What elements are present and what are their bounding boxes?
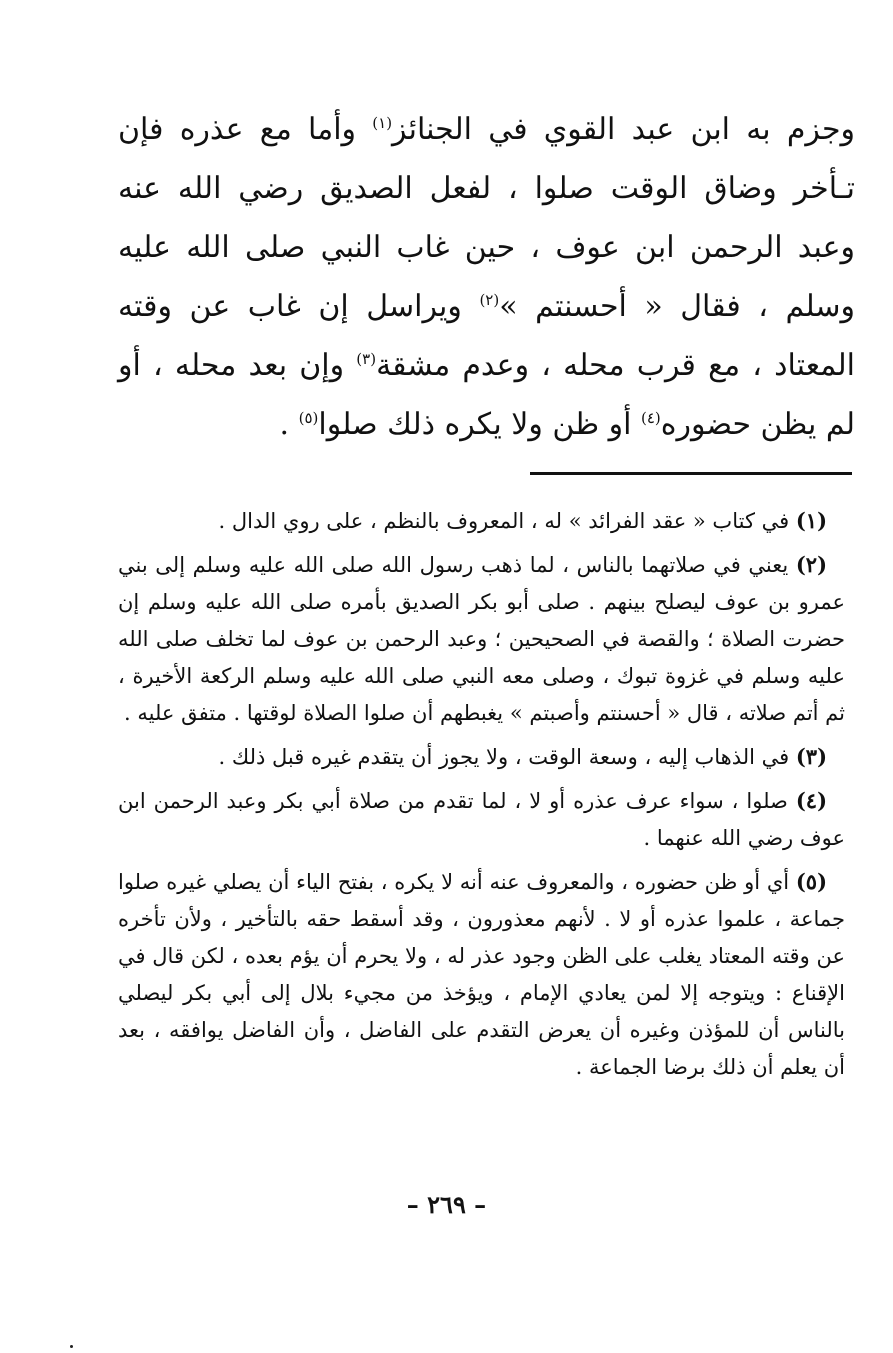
footnote-text: صلوا ، سواء عرف عذره أو لا ، لما تقدم من صلاة أبي بكر وعبد الرحمن ابن عوف رضي الله عنهما . <box>118 789 845 850</box>
main-paragraph <box>118 100 855 454</box>
main-text-segment: . <box>279 407 299 442</box>
footnote-ref-3: (٣) <box>356 350 377 368</box>
footnote-1 <box>118 502 845 540</box>
footnote-number: (٤) <box>795 788 827 813</box>
main-text-segment: أو ظن ولا يكره ذلك صلوا <box>318 407 641 442</box>
footnote-3 <box>118 738 845 776</box>
footnote-ref-5: (٥) <box>298 409 319 427</box>
footnote-text: أي أو ظن حضوره ، والمعروف عنه أنه لا يكره ، بفتح الياء أن يصلي غيره صلوا جماعة ، علموا عذره أو لا . لأنهم معذورون ، وقد أسقط حقه بالتأخير ، ولأن تأخره عن وقته المعتاد يغلب على الظن وجود عذر له ، ولا يحرم أن يؤم بعده ، لكن قال في الإقناع : ويتوجه إلا لمن يعادي الإمام ، ويؤخذ من مجيء بلال إلى أبي بكر ليصلي بالناس أن للمؤذن وغيره أن يعرض التقدم على الفاضل ، وأن الفاضل يوافقه ، بعد أن يعلم أن ذلك برضا الجماعة . <box>118 870 845 1079</box>
footnote-text: يعني في صلاتهما بالناس ، لما ذهب رسول الله صلى الله عليه وسلم إلى بني عمرو بن عوف ليصلح بينهم . صلى أبو بكر الصديق بأمره صلى الله عليه وسلم إن حضرت الصلاة ؛ والقصة في الصحيحين ؛ وعبد الرحمن بن عوف لما تخلف صلى الله عليه وسلم في غزوة تبوك ، وصلى معه النبي صلى الله عليه وسلم الركعة الأخيرة ، ثم أتم صلاته ، قال « أحسنتم وأصبتم » يغبطهم أن صلوا الصلاة لوقتها . متفق عليه . <box>118 553 845 725</box>
footnote-number: (٥) <box>795 869 827 894</box>
main-text-segment: وأما مع عذره فإن تـأخر وضاق الوقت صلوا ، لفعل الصديق رضي الله عنه وعبد الرحمن ابن عوف ، حين غاب النبي صلى الله عليه وسلم ، فقال « أحسنتم » <box>118 112 856 324</box>
footnote-ref-2: (٢) <box>479 291 500 309</box>
footnote-2 <box>118 546 845 732</box>
footnote-ref-1: (١) <box>372 114 393 132</box>
main-text-segment: ويراسل إن غاب عن وقته المعتاد ، مع قرب محله ، وعدم مشقة <box>118 289 855 383</box>
footnote-number: (١) <box>795 508 827 533</box>
footnote-text: في الذهاب إليه ، وسعة الوقت ، ولا يجوز أن يتقدم غيره قبل ذلك . <box>218 745 796 769</box>
main-text-segment: وجزم به ابن عبد القوي في الجنائز <box>392 112 856 147</box>
footnote-separator <box>530 472 852 475</box>
footnotes-section <box>118 502 845 1092</box>
main-text-segment: وإن بعد محله ، أو لم يظن حضوره <box>118 348 855 442</box>
footnote-number: (٣) <box>795 744 827 769</box>
footnote-4 <box>118 782 845 857</box>
scan-speck <box>70 1345 73 1348</box>
footnote-text: في كتاب « عقد الفرائد » له ، المعروف بالنظم ، على روي الدال . <box>218 509 796 533</box>
page-number: – ٢٦٩ – <box>406 1190 487 1219</box>
footnote-5 <box>118 863 845 1086</box>
main-text-block <box>118 100 855 454</box>
footnote-ref-4: (٤) <box>640 409 661 427</box>
footnote-number: (٢) <box>795 552 827 577</box>
